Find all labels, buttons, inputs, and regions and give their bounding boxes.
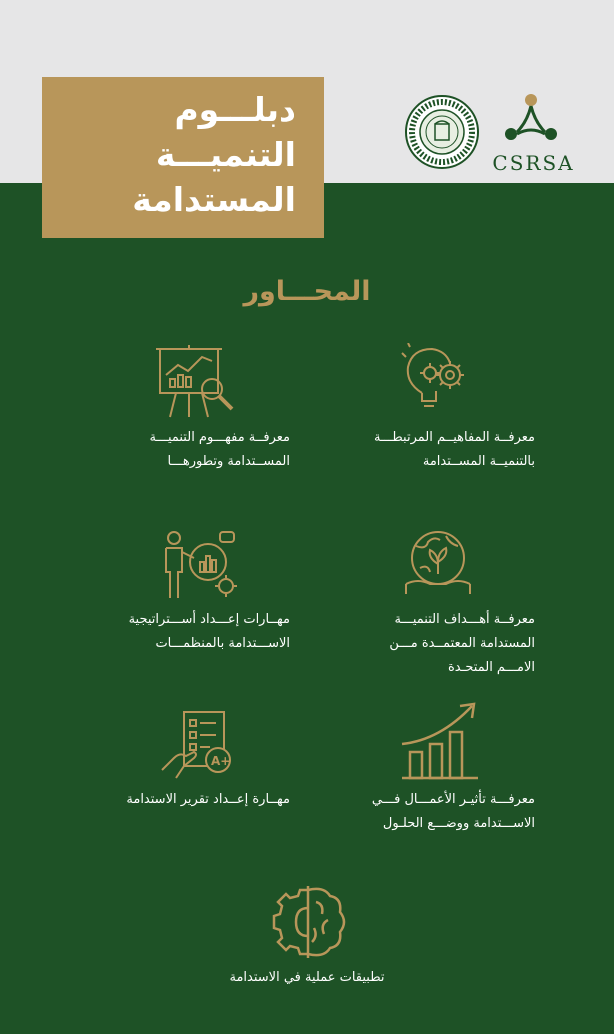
title-box — [42, 77, 324, 238]
strategy-person-icon — [160, 528, 238, 600]
presentation-analytics-icon — [156, 343, 238, 419]
growth-chart-icon — [400, 700, 480, 782]
axis-label-line: المســتدامة وتطورهـــا — [167, 454, 290, 469]
axis-label — [90, 608, 290, 656]
report-grade-icon — [160, 708, 238, 780]
axis-label — [90, 788, 290, 812]
csrsa-logo-icon — [503, 92, 559, 144]
globe-plant-icon — [400, 528, 476, 600]
title-line: المستدامة — [132, 180, 296, 219]
axis-label-line: بالتنميــة المســتدامة — [422, 454, 535, 469]
organization-seal-logo — [404, 94, 480, 170]
axis-label-line: الاســـتدامة بالمنظمـــات — [155, 636, 290, 651]
csrsa-logo-text: CSRSA — [492, 151, 575, 175]
axis-label — [335, 426, 535, 474]
section-title: المحـــاور — [243, 276, 371, 307]
lightbulb-gears-icon — [400, 343, 476, 413]
title-line: دبلـــوم — [174, 90, 296, 129]
axis-label-line: تطبيقات عملية في الاستدامة — [229, 970, 385, 985]
axis-label — [207, 966, 407, 990]
axis-label-line: معرفــة مفهـــوم التنميـــة — [149, 430, 290, 445]
axis-label-line: الامـــم المتحـدة — [447, 660, 535, 675]
axis-label-line: معرفـــة تأثيـر الأعمـــال فـــي — [371, 792, 535, 807]
brain-gear-icon — [268, 884, 348, 960]
axis-label-line: المستدامة المعتمــدة مـــن — [389, 636, 535, 651]
svg-text:A+: A+ — [211, 754, 231, 768]
axis-label-line: مهــارة إعــداد تقرير الاستدامة — [126, 792, 290, 807]
axis-label — [90, 426, 290, 474]
axis-label — [335, 788, 535, 836]
axis-label-line: معرفــة أهـــداف التنميـــة — [394, 612, 535, 627]
axis-label-line: مهــارات إعـــداد أســـتراتيجية — [128, 612, 290, 627]
axis-label-line: معرفــة المفاهيــم المرتبطـــة — [373, 430, 535, 445]
axis-label — [335, 608, 535, 680]
axis-label-line: الاســـتدامة ووضـــع الحلـول — [382, 816, 535, 831]
title-line: التنميـــة — [155, 135, 296, 174]
